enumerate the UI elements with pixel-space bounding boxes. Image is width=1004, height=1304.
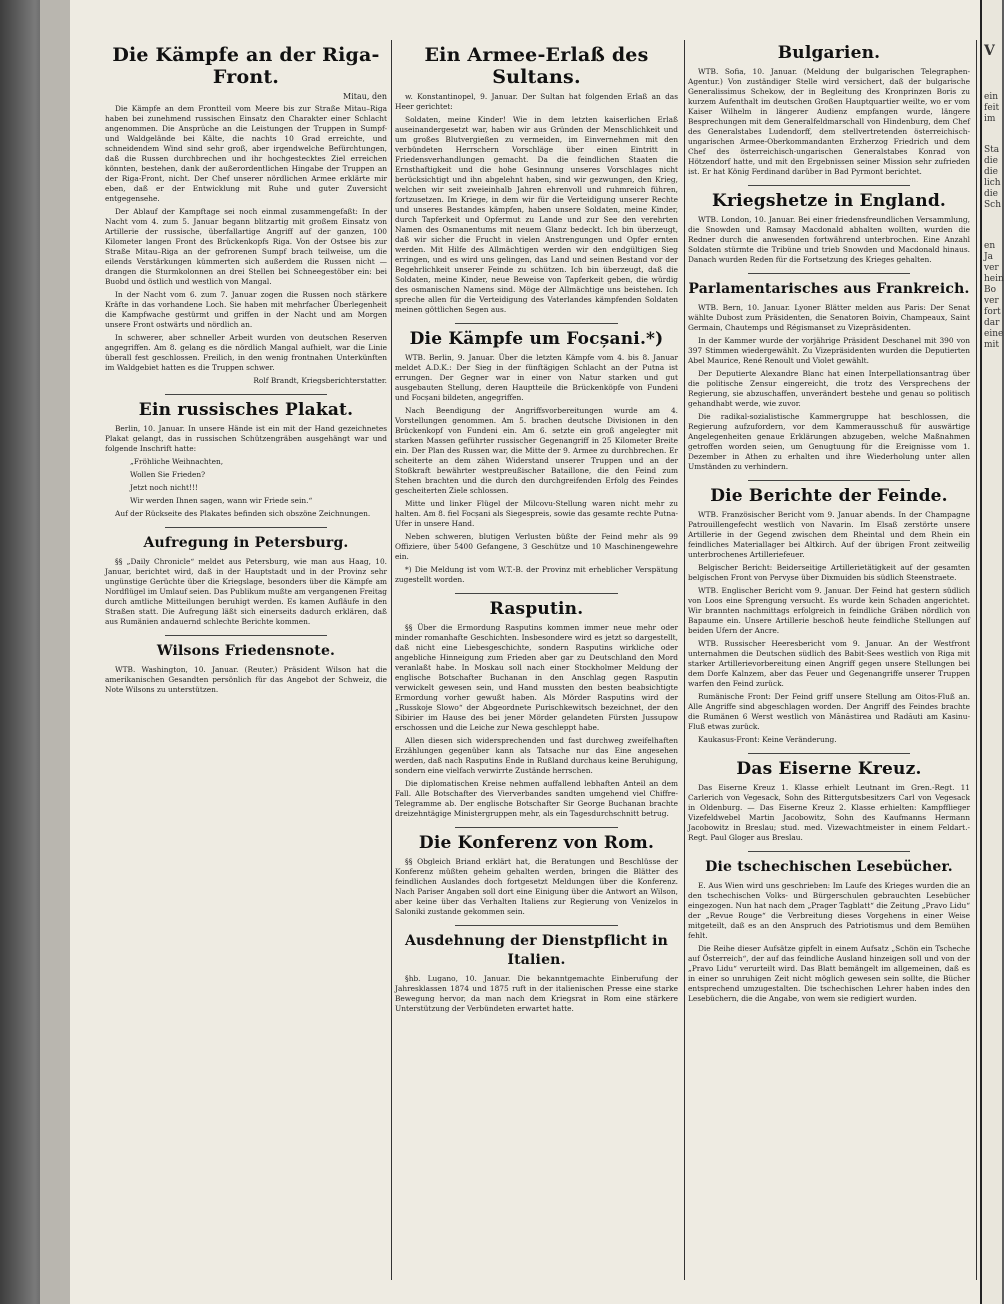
paragraph: w. Konstantinopel, 9. Januar. Der Sultan hat folgenden Erlaß an das Heer gerichtet: [395, 92, 678, 111]
article-separator [748, 851, 910, 852]
paragraph: In der Kammer wurde der vorjährige Präsident Deschanel mit 390 von 397 Stimmen wiedergewählt. Zu Vizepräsidenten wurden die Deputierten Abel Maurice, René Renoult und Violet gewählt. [688, 336, 970, 365]
paragraph: Die Reihe dieser Aufsätze gipfelt in einem Aufsatz „Schön ein Tscheche auf Österreich“, der auf das feindliche Ausland hinzeigen soll und von der „Pravo Lidu“ verurteilt wird. Das Blatt bemängelt im allgemeinen, daß es in einer so unruhigen Zeit nicht möglich gewesen sein sollte, die Bücher entsprechend umzugestalten. Die tschechischen Lehrer haben indes den Lesebüchern, die die Angabe, von wem sie redigiert wurden. [688, 944, 970, 1003]
article-separator [748, 753, 910, 754]
paragraph: Belgischer Bericht: Beiderseitige Artillerietätigkeit auf der gesamten belgischen Front von Pervyse über Dixmuiden bis südlich Steenstraete. [688, 563, 970, 582]
headline: Ein Armee-Erlaß des Sultans. [424, 44, 649, 88]
column-rule [684, 40, 685, 1280]
cropped-text: lich [984, 178, 1001, 188]
article-focsani [395, 330, 678, 585]
paragraph: Rumänische Front: Der Feind griff unsere Stellung am Oitos-Fluß an. Alle Angriffe sind abgeschlagen worden. Der Angriff des Feindes brachte die Rumänen 6 Werst westlich von Mănăstirea und Radăuti am Kasinu-Fluß etwas zurück. [688, 692, 970, 731]
cropped-text: Bo [984, 285, 997, 295]
article-sultan-decree [395, 44, 678, 315]
article-enemy-reports [688, 487, 970, 745]
paragraph: E. Aus Wien wird uns geschrieben: Im Laufe des Krieges wurden die an den tschechischen Volks- und Bürgerschulen gebrauchten Lesebücher eingezogen. Nun hat nach dem „Prager Tagblatt“ die Zeitung „Pravo Lidu“ der „Revue Rouge“ die Verbreitung dieses Vorgehens in einer Weise mitgeteilt, daß es an den Anspruch des Patriotismus und dem Bemühen fehlt. [688, 881, 970, 940]
cropped-text: die [984, 189, 998, 199]
paragraph: WTB. Französischer Bericht vom 9. Januar abends. In der Champagne Patrouillengefecht westlich von Navarin. Im Elsaß zerstörte unsere Artillerie in der Gegend zwischen dem Rheintal und dem Rhein ein feindliches Materiallager bei Altkirch. Auf der übrigen Front zeitweilig unterbrochenes Artilleriefeuer. [688, 510, 970, 559]
article-petersburg [105, 534, 387, 627]
paragraph: WTB. Berlin, 9. Januar. Über die letzten Kämpfe vom 4. bis 8. Januar meldet A.D.K.: Der Sieg in der fünftägigen Schlacht an der Putna ist errungen. Der Gegner war in einer von Natur starken und gut ausgebauten Stellung, deren Hauptteile die Brückenköpfe von Fundeni und Focșani bildeten, angegriffen. [395, 353, 678, 402]
article-separator [455, 593, 618, 594]
paragraph: Soldaten, meine Kinder! Wie in dem letzten kaiserlichen Erlaß auseinandergesetzt war, haben wir aus Gründen der Menschlichkeit und um großes Blutvergießen zu vermeiden, im Einvernehmen mit den verbündeten Herrschern Vorschläge über einen Eintritt in Friedensverhandlungen gemacht. Da die feindlichen Staaten die Ernsthaftigkeit und die hohe Gesinnung unseres Vorschlages nicht berücksichtigt und ihn abgelehnt haben, sind wir gezwungen, den Krieg, welchen wir seit zweieinhalb Jahren ehrenvoll und ruhmreich führen, fortzusetzen. Im Kriege, in dem wir für die Verteidigung unserer Rechte und unseres Bestandes kämpfen, haben unsere Soldaten, meine Kinder, durch Tapferkeit und Opfermut zu Lande und zur See den verehrten Namen des Osmanentums mit neuem Glanz bedeckt. Ich bin überzeugt, daß wir sicher die Frucht in vielen Anstrengungen und Opfer ernten werden. Mit Hilfe des Allmächtigen werden wir den endgültigen Sieg erringen, und es wird uns gelingen, das Land und seinen Bestand vor der Begehrlichkeit unserer Feinde zu schützen. Ich bin überzeugt, daß die Soldaten, meine Kinder, neue Beweise von Tapferkeit geben, die würdig des osmanischen Namens sind. Möge der Allmächtige uns beistehen. Ich spreche allen für die Verteidigung des Vaterlandes kämpfenden Soldaten meinen göttlichen Segen aus. [395, 115, 678, 314]
cropped-text: en [984, 241, 996, 251]
headline: Die tschechischen Lesebücher. [705, 859, 953, 875]
paragraph: In schwerer, aber schneller Arbeit wurden von deutschen Reserven angegriffen. Am 8. gelang es die nördlich Mangal aufhielt, war die Linie überall fest geschlossen. Freilich, in den wenig frontnahen Unterkünften im Waldgebiet hatten es die Truppen schwer. [105, 333, 387, 372]
cropped-text: Sch [984, 200, 1002, 210]
headline: Kriegshetze in England. [711, 191, 947, 211]
paragraph: WTB. London, 10. Januar. Bei einer friedensfreundlichen Versammlung, die Snowden und Ramsay Macdonald abhalten wollten, wurden die Redner durch die anwesenden fortwährend unterbrochen. Eine Anzahl Soldaten stürmte die Tribüne und trieb Snowden und Macdonald hinaus. Danach wurden Reden für die Fortsetzung des Krieges gehalten. [688, 215, 970, 264]
paragraph: Auf der Rückseite des Plakates befinden sich obszöne Zeichnungen. [115, 509, 371, 518]
paragraph: Die Kämpfe an dem Frontteil vom Meere bis zur Straße Mitau–Riga haben bei zunehmend russischen Einsatz den Charakter einer Schlacht angenommen. Die Ansprüche an die Leistungen der Truppen in Sumpf- und Waldgelände bei Kälte, die nachts 10 Grad erreichte, und schneidendem Wind sind sehr groß, aber irgendwelche Befürchtungen, daß die Russen durchbrechen und ihr hochgestecktes Ziel erreichen könnten, bestehen, dank der außerordentlichen Hingabe der Truppen an der Riga-Front, nicht. Der Chef unserer nördlichen Armee erklärte mir eben, daß er der Entwicklung mit Ruhe und guter Zuversicht entgegensehe. [105, 104, 387, 203]
poster-quote-line: Wir werden Ihnen sagen, wann wir Friede sein.“ [130, 496, 313, 505]
headline: Ausdehnung der Dienstpflicht in Italien. [404, 933, 669, 968]
article-separator [165, 635, 327, 636]
paragraph: WTB. Bern, 10. Januar. Lyoner Blätter melden aus Paris: Der Senat wählte Dubost zum Präsidenten, die Senatoren Boivin, Champeaux, Saint Germain, Chautemps und Régismanset zu Vizepräsidenten. [688, 303, 970, 332]
cropped-text: ein [984, 92, 999, 102]
article-separator [748, 480, 910, 481]
article-czech-readers [688, 858, 970, 1004]
article-france-parliament [688, 280, 970, 472]
paragraph: §hb. Lugano, 10. Januar. Die bekanntgemachte Einberufung der Jahresklassen 1874 und 1875 ruft in der italienischen Presse eine starke Bewegung hervor, da man nach dem Kriegsrat in Rom eine stärkere Unterstützung der Verbündeten erwartet hatte. [395, 974, 678, 1013]
cropped-text: die [984, 167, 998, 177]
next-page-edge [980, 0, 1002, 1304]
headline: Die Kämpfe an der Riga-Front. [112, 44, 380, 88]
column-rule [391, 40, 392, 1280]
cropped-text: Sta [984, 145, 1000, 155]
article-bulgaria [688, 44, 970, 177]
paragraph: WTB. Russischer Heeresbericht vom 9. Januar. An der Westfront unternahmen die Deutschen südlich des Babit-Sees westlich von Riga mit starker Artillerievorbereitung einen Angriff gegen unsere Stellungen bei dem Dorfe Kalnzem, aber das Feuer und Gegenangriffe unserer Truppen warfen den Feind zurück. [688, 639, 970, 688]
article-separator [748, 273, 910, 274]
headline: Die Berichte der Feinde. [710, 486, 948, 506]
paragraph: Der Deputierte Alexandre Blanc hat einen Interpellationsantrag über die politische Zensur eingereicht, die trotz des Versprechens der Regierung, sie abzuschaffen, unverändert bestehe und genau so politisch gehandhabt werde, wie zuvor. [688, 369, 970, 408]
article-separator [748, 185, 910, 186]
headline: Wilsons Friedensnote. [156, 643, 336, 659]
paragraph: Die diplomatischen Kreise nehmen auffallend lebhaften Anteil an dem Fall. Alle Botschafter des Vierverbandes sandten umgehend viel Chiffre-Telegramme ab. Der englische Botschafter Sir George Buchanan brachte dreizehntägige Ministergruppen mehr, als ein Tagesdurchschnitt betrug. [395, 779, 678, 818]
paragraph: Kaukasus-Front: Keine Veränderung. [698, 735, 837, 744]
column-right [688, 40, 970, 1280]
column-left [105, 40, 387, 1280]
headline: Bulgarien. [777, 43, 881, 63]
paragraph: Nach Beendigung der Angriffsvorbereitungen wurde am 4. Vorstellungen genommen. Am 5. brachen deutsche Divisionen in den Brückenkopf von Fundeni ein. Am 6. setzte ein groß angelegter mit starken Massen geführter russischer Gegenangriff in 25 Kilometer Breite ein. Der Plan des Russen war, die Mitte der 9. Armee zu durchbrechen. Er scheiterte an dem zähen Widerstand unserer Truppen und an der Stoßkraft bewährter westpreußischer Bataillone, die den Feind zum Stehen brachten und die durch den durchgreifenden Erfolg des Feindes gescheiterten Ziele schlossen. [395, 406, 678, 495]
poster-quote-line: Jetzt noch nicht!!! [130, 483, 198, 492]
headline: Die Konferenz von Rom. [418, 833, 655, 853]
article-italy-service [395, 932, 678, 1014]
cropped-text: Ja [984, 252, 993, 262]
cropped-text: feit [984, 103, 1000, 113]
headline: Parlamentarisches aus Frankreich. [688, 281, 970, 297]
paragraph: §§ „Daily Chronicle“ meldet aus Petersburg, wie man aus Haag, 10. Januar, berichtet wird, daß in der Hauptstadt und in der Provinz sehr ungünstige Gerüchte über die Kriegslage, besonders über die Kämpfe am Nordflügel im Umlauf seien. Das Publikum mußte am vergangenen Freitag durch amtliche Mitteilungen beruhigt werden. Es kamen Aufläufe in den Straßen statt. Die Aufregung läßt sich einerseits dadurch erklären, daß aus Rumänien andauernd schlechte Berichte kommen. [105, 557, 387, 626]
article-separator [165, 527, 327, 528]
article-russian-poster [105, 401, 387, 519]
cropped-text: mit [984, 340, 1000, 350]
headline: Aufregung in Petersburg. [143, 535, 349, 551]
paragraph: Allen diesen sich widersprechenden und fast durchweg zweifelhaften Erzählungen gegenüber kann als Tatsache nur das Eine angesehen werden, daß nach Rasputins Ende in Rußland durchaus keine Beruhigung, sondern eine vielfach verwirrte Zustände herrschen. [395, 736, 678, 775]
paragraph: Die radikal-sozialistische Kammergruppe hat beschlossen, die Regierung aufzufordern, vor dem Kammerausschuß für auswärtige Angelegenheiten genaue Erklärungen abzugeben, welche Maßnahmen getroffen worden seien, um Genugtuung für die Ereignisse vom 1. Dezember in Athen zu erhalten und ihre Wiederholung unter allen Umständen zu verhindern. [688, 412, 970, 471]
article-wilson-note [105, 642, 387, 695]
paragraph: §§ Obgleich Briand erklärt hat, die Beratungen und Beschlüsse der Konferenz müßten geheim gehalten werden, bringen die Blätter des feindlichen Auslandes doch fortgesetzt Meldungen über die Konferenz. Nach Pariser Angaben soll dort eine Einigung über die Antwort an Wilson, aber keine über das Verhalten Italiens zur Regierung von Venizelos in Saloniki zustande gekommen sein. [395, 857, 678, 916]
poster-quote-line: „Fröhliche Weihnachten, [130, 457, 224, 466]
paragraph: Berlin, 10. Januar. In unsere Hände ist ein mit der Hand gezeichnetes Plakat gelangt, das in russischen Schützengräben ausgehängt war und folgende Inschrift hatte: [105, 424, 387, 453]
article-rome-conference [395, 834, 678, 917]
cropped-text: ver [984, 263, 999, 273]
paragraph: Mitte und linker Flügel der Milcovu-Stellung waren nicht mehr zu halten. Am 8. fiel Focșani als Siegespreis, sowie das gesamte rechte Putna-Ufer in unsere Hand. [395, 499, 678, 528]
paragraph: Neben schweren, blutigen Verlusten büßte der Feind mehr als 99 Offiziere, über 5400 Gefangene, 3 Geschütze und 10 Maschinengewehre ein. [395, 532, 678, 561]
footnote: *) Die Meldung ist vom W.T.-B. der Provinz mit erheblicher Verspätung zugestellt worden. [395, 565, 678, 584]
headline: Ein russisches Plakat. [138, 400, 354, 420]
cropped-text: fort [984, 307, 1001, 317]
paragraph: WTB. Washington, 10. Januar. (Reuter.) Präsident Wilson hat die amerikanischen Gesandten persönlich für das Angebot der Schweiz, die Note Wilsons zu unterstützen. [105, 665, 387, 694]
column-rule [976, 40, 977, 1280]
article-rasputin [395, 600, 678, 819]
headline: Die Kämpfe um Focșani.*) [409, 329, 664, 349]
article-england [688, 192, 970, 265]
poster-quote-line: Wollen Sie Frieden? [130, 470, 206, 479]
column-middle [395, 40, 678, 1280]
cropped-text: ver [984, 296, 999, 306]
article-riga-front [105, 44, 387, 386]
cropped-text: dar [984, 318, 1000, 328]
cropped-text: eine [984, 329, 1004, 339]
paragraph: WTB. Sofia, 10. Januar. (Meldung der bulgarischen Telegraphen-Agentur.) Von zuständiger Stelle wird versichert, daß der bulgarische Generalissimus Schekow, der in Begleitung des Kronprinzen Boris zu kurzem Aufenthalt im deutschen Großen Hauptquartier weilte, wo er vom Kaiser Wilhelm in längerer Audienz empfangen wurde, längere Besprechungen mit dem Generalfeldmarschall von Hindenburg, dem Chef des Generalstabes Ludendorff, dem stellvertretenden österreichisch-ungarischen Armee-Oberkommandanten Erzherzog Friedrich und dem Chef des österreichisch-ungarischen Generalstabes Konrad von Hötzendorf hatte, und mit den Ergebnissen seiner Mission sehr zufrieden ist. Er hat König Ferdinand darüber in Bad Pyrmont berichtet. [688, 67, 970, 176]
headline: Rasputin. [489, 599, 584, 619]
article-separator [455, 827, 618, 828]
cropped-text: die [984, 156, 998, 166]
cropped-text: im [984, 114, 996, 124]
article-iron-cross [688, 760, 970, 843]
dateline: Mitau, den [343, 92, 387, 101]
byline: Rolf Brandt, Kriegsberichterstatter. [253, 376, 387, 385]
paragraph: §§ Über die Ermordung Rasputins kommen immer neue mehr oder minder romanhafte Geschichten. Insbesondere wird es jetzt so dargestellt, daß nicht eine Liebesgeschichte, sondern Rasputins wirkliche oder angebliche Hinneigung zum Frieden aber gar zu Deutschland den Mord veranlaßt habe. In Moskau soll nach einer Stockholmer Meldung der englische Botschafter Buchanan in den Anschlag gegen Rasputin verwickelt gewesen sein, und Hand mussten den besten beabsichtigte Ermordung vorher gewußt haben. Als Mörder Rasputins wird der „Russkoje Slowo“ der Abgeordnete Purischkewitsch bezeichnet, der den Sibirier im Hause des bei jener Mörder gelandeten Fürsten Jussupow erschossen und die Leiche zur Newa geschleppt habe. [395, 623, 678, 732]
article-separator [455, 323, 618, 324]
paragraph: WTB. Englischer Bericht vom 9. Januar. Der Feind hat gestern südlich von Loos eine Sprengung versucht. Es wurde kein Schaden angerichtet. Wir brannten nachmittags erfolgreich in feindliche Gräben nördlich von Bapaume ein. Unsere Artillerie beschoß heute feindliche Stellungen auf beiden Ufern der Ancre. [688, 586, 970, 635]
paragraph: In der Nacht vom 6. zum 7. Januar zogen die Russen noch stärkere Kräfte in das vorhandene Loch. Sie haben mit mehrfacher Überlegenheit die Kampfwache gestürmt und griffen in der Nacht und am Morgen unsere Front ostwärts und nördlich an. [105, 290, 387, 329]
binding-edge [40, 0, 70, 1304]
article-separator [455, 925, 618, 926]
article-separator [165, 394, 327, 395]
headline: Das Eiserne Kreuz. [736, 759, 922, 779]
cropped-text: V [984, 43, 995, 59]
paragraph: Das Eiserne Kreuz 1. Klasse erhielt Leutnant im Gren.-Regt. 11 Carlerich von Vegesack, Sohn des Rittergutsbesitzers Carl von Vegesack in Oldenburg. — Das Eiserne Kreuz 2. Klasse erhielten: Kampfflieger Vizefeldwebel Martin Jacobowitz, Sohn des Kaufmanns Hermann Jacobowitz in Breslau; stud. med. Vizewachtmeister in einem Feldart.-Regt. Paul Gloger aus Breslau. [688, 783, 970, 842]
paragraph: Der Ablauf der Kampftage sei noch einmal zusammengefaßt: In der Nacht vom 4. zum 5. Januar begann blitzartig mit großem Einsatz von Artillerie der russische, überfallartige Angriff auf der ganzen, 100 Kilometer langen Front des Brückenkopfs Riga. Von der Ostsee bis zur Straße Mitau–Riga an der gefrorenen Sumpf brach teilweise, um die eilends Verstärkungen kümmerten sich außerdem die Russen nicht — drangen die Sturmkolonnen an drei Stellen bei Schneegestöber ein: bei Buobd und östlich und westlich von Mangal. [105, 207, 387, 286]
cropped-text: hein [984, 274, 1004, 284]
